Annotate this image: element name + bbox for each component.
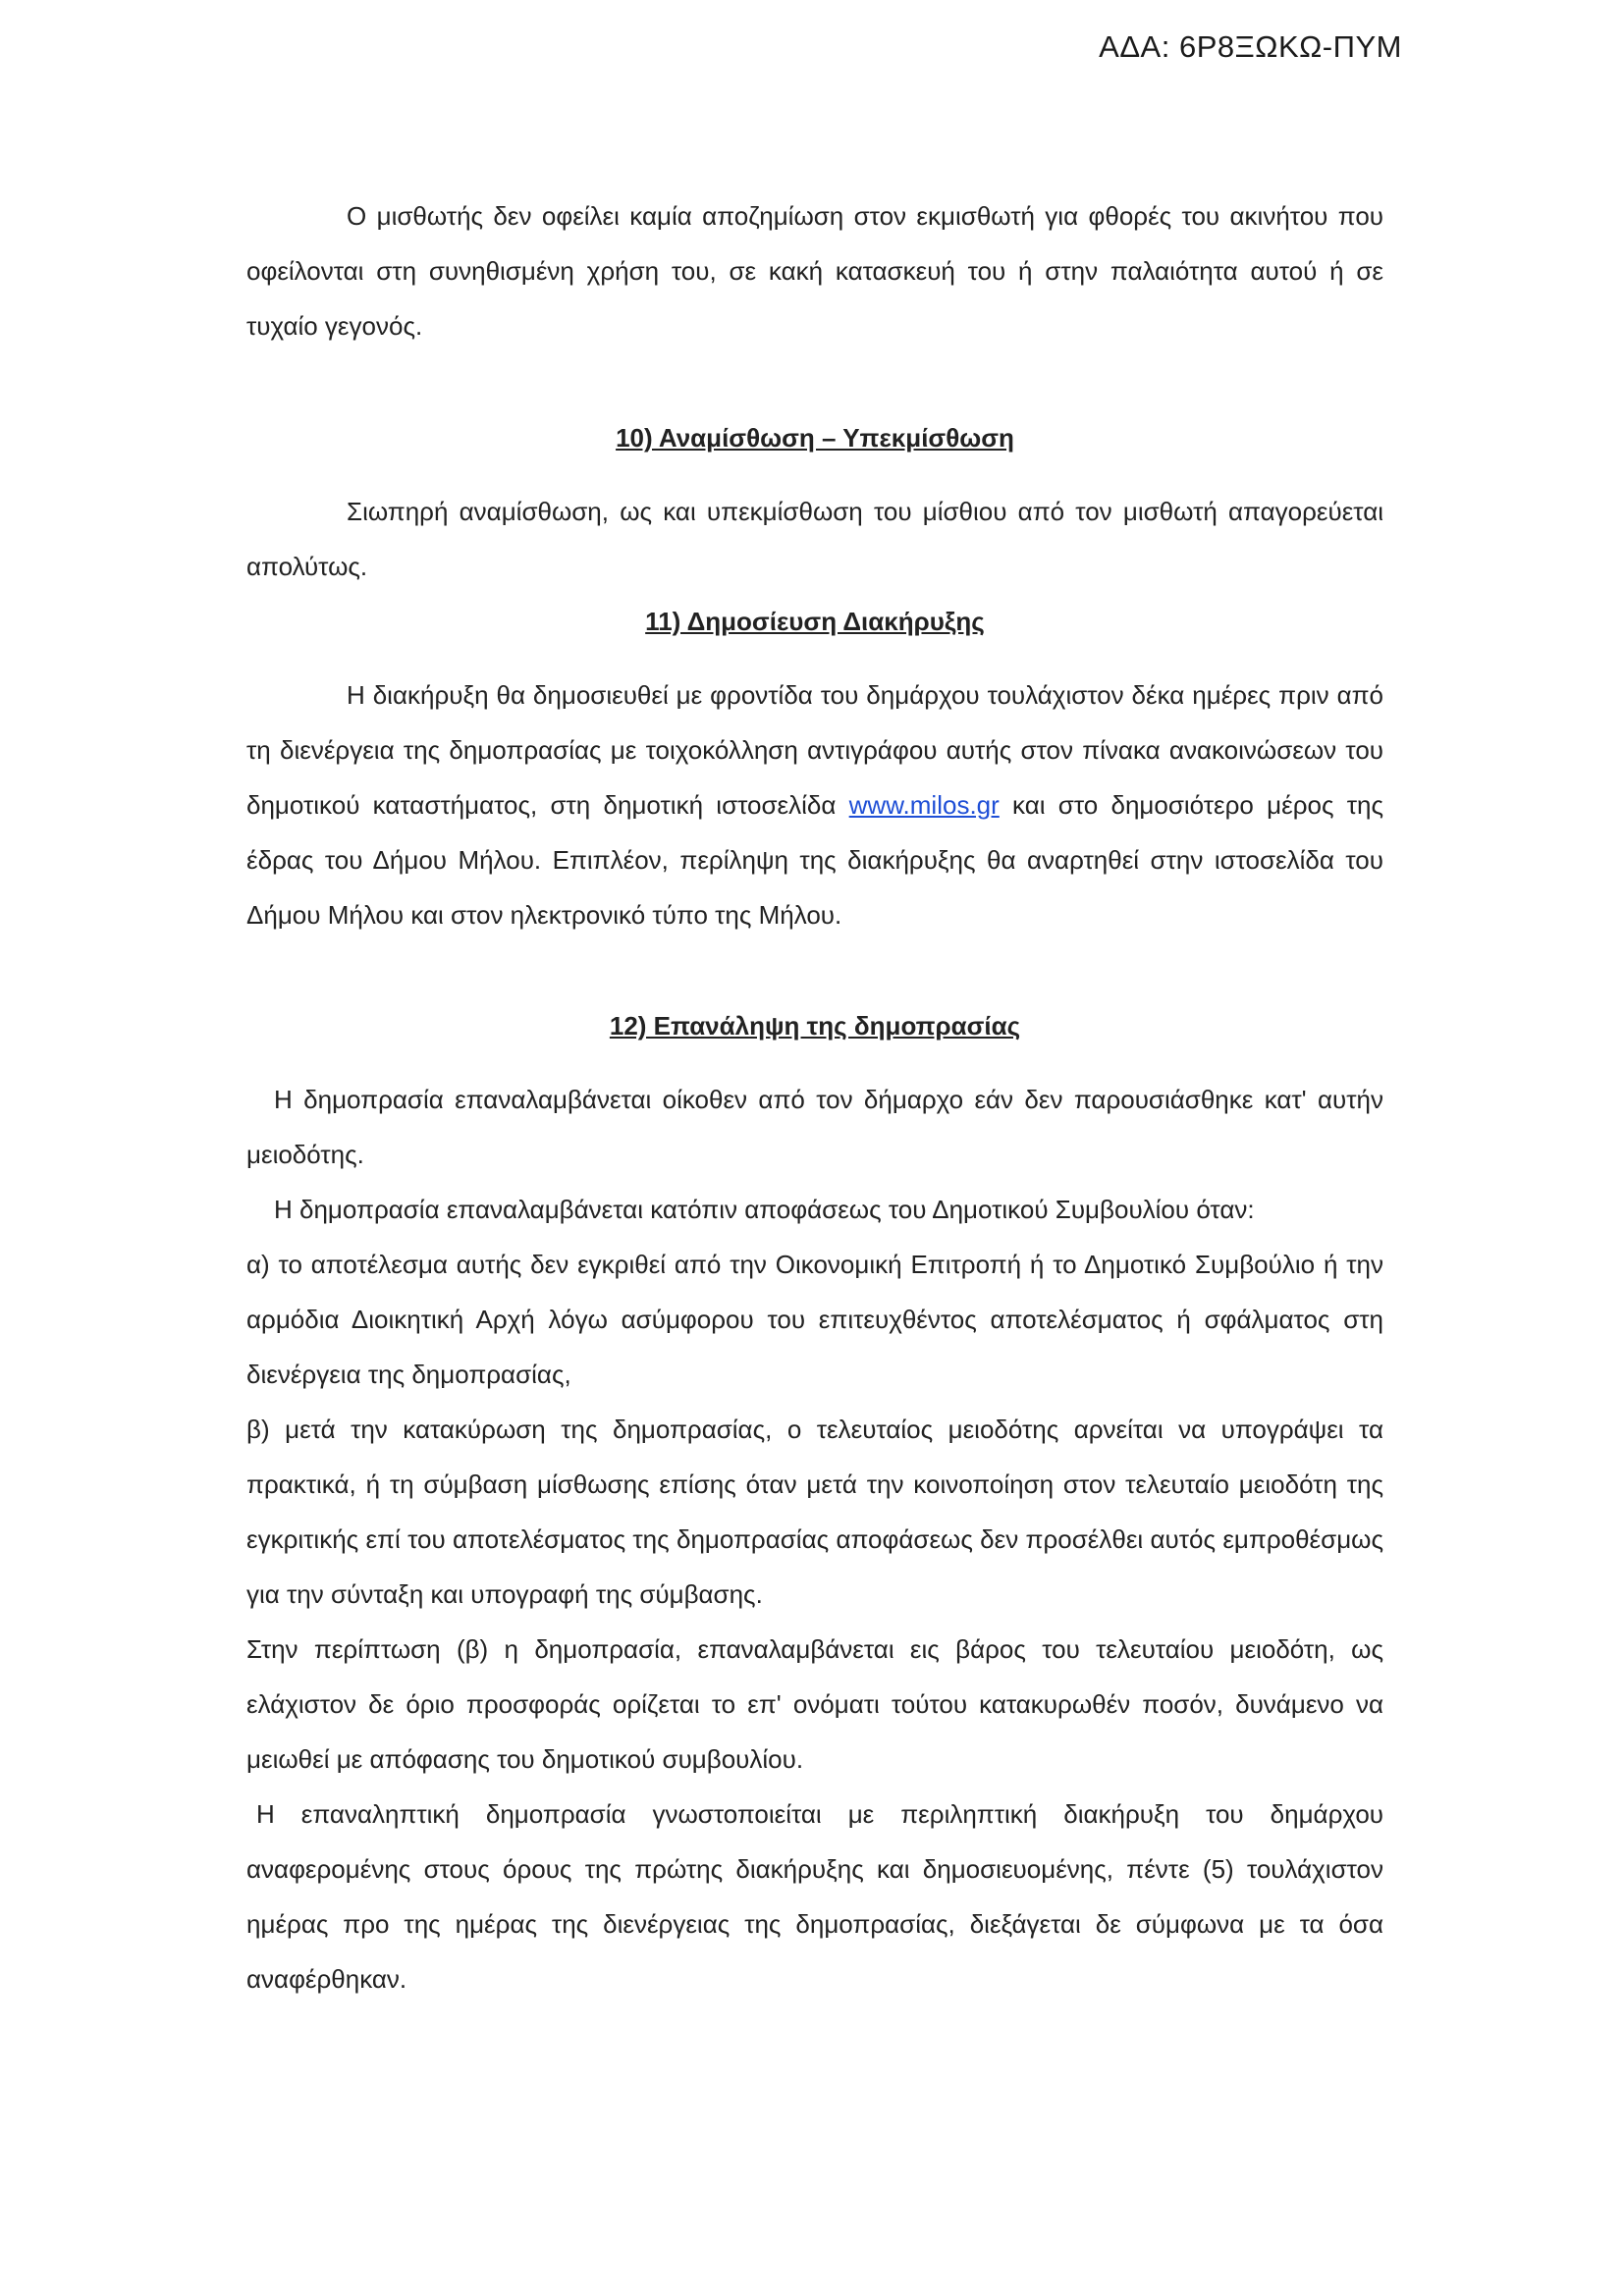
milos-website-link[interactable]: www.milos.gr bbox=[848, 790, 1000, 820]
heading-section-11: 11) Δημοσίευση Διακήρυξης bbox=[645, 607, 985, 636]
heading-section-10: 10) Αναμίσθωση – Υπεκμίσθωση bbox=[616, 423, 1014, 453]
heading-section-12: 12) Επανάληψη της δημοπρασίας bbox=[609, 1011, 1021, 1041]
paragraph-case-a: α) το αποτέλεσμα αυτής δεν εγκριθεί από την Οικονομική Επιτροπή ή το Δημοτικό Συμβούλιο ή την αρμόδια Διοικητική Αρχή λόγω ασύμφορου του επιτευχθέντος αποτελέσματος ή σφάλματος στη διενέργεια της δημοπρασίας, bbox=[246, 1250, 1383, 1389]
publication-text-start: Η διακήρυξη θα δημοσιευθεί με φροντίδα του δημάρχου τουλάχιστον δέκα ημέρες πριν από τη διενέργεια της δημοπρασίας με τοιχοκόλληση αντιγράφου αυτής στον πίνακα ανακοινώσεων του δημοτικού καταστήματος, στη δημοτική ιστοσελίδα bbox=[246, 680, 1383, 820]
paragraph-repeat-council: Η δημοπρασία επαναλαμβάνεται κατόπιν αποφάσεως του Δημοτικού Συμβουλίου όταν: bbox=[274, 1195, 1255, 1224]
ada-code: ΑΔΑ: 6Ρ8ΞΩΚΩ-ΠΥΜ bbox=[1099, 29, 1402, 64]
paragraph-repeat-mayor: Η δημοπρασία επαναλαμβάνεται οίκοθεν από τον δήμαρχο εάν δεν παρουσιάσθηκε κατ' αυτήν μειοδότης. bbox=[246, 1085, 1383, 1169]
paragraph-publication bbox=[246, 667, 1383, 942]
publication-text-end: και στο δημοσιότερο μέρος της έδρας του Δήμου Μήλου. Επιπλέον, περίληψη της διακήρυξης θα αναρτηθεί στην ιστοσελίδα του Δήμου Μήλου και στον ηλεκτρονικό τύπο της Μήλου. bbox=[246, 790, 1383, 930]
paragraph-repeat-notice: Η επαναληπτική δημοπρασία γνωστοποιείται με περιληπτική διακήρυξη του δημάρχου αναφερομένης στους όρους της πρώτης διακήρυξης και δημοσιευομένης, πέντε (5) τουλάχιστον ημέρας προ της ημέρας της διενέργειας της δημοπρασίας, διεξάγεται δε σύμφωνα με τα όσα αναφέρθηκαν. bbox=[246, 1799, 1383, 1994]
paragraph-case-b: β) μετά την κατακύρωση της δημοπρασίας, ο τελευταίος μειοδότης αρνείται να υπογράψει τα πρακτικά, ή τη σύμβαση μίσθωσης επίσης όταν μετά την κοινοποίηση στον τελευταίο μειοδότη της εγκριτικής επί του αποτελέσματος της δημοπρασίας αποφάσεως δεν προσέλθει αυτός εμπροθέσμως για την σύνταξη και υπογραφή της σύμβασης. bbox=[246, 1415, 1383, 1609]
paragraph-case-b-repeat: Στην περίπτωση (β) η δημοπρασία, επαναλαμβάνεται εις βάρος του τελευταίου μειοδότη, ως ελάχιστον δε όριο προσφοράς ορίζεται το επ' ονόματι τούτου κατακυρωθέν ποσόν, δυνάμενο να μειωθεί με απόφασης του δημοτικού συμβουλίου. bbox=[246, 1634, 1383, 1774]
paragraph-tenant-damages: Ο μισθωτής δεν οφείλει καμία αποζημίωση στον εκμισθωτή για φθορές του ακινήτου που οφείλονται στη συνηθισμένη χρήση του, σε κακή κατασκευή του ή στην παλαιότητα αυτού ή σε τυχαίο γεγονός. bbox=[246, 201, 1383, 341]
paragraph-sublease: Σιωπηρή αναμίσθωση, ως και υπεκμίσθωση του μίσθιου από τον μισθωτή απαγορεύεται απολύτως. bbox=[246, 497, 1383, 581]
